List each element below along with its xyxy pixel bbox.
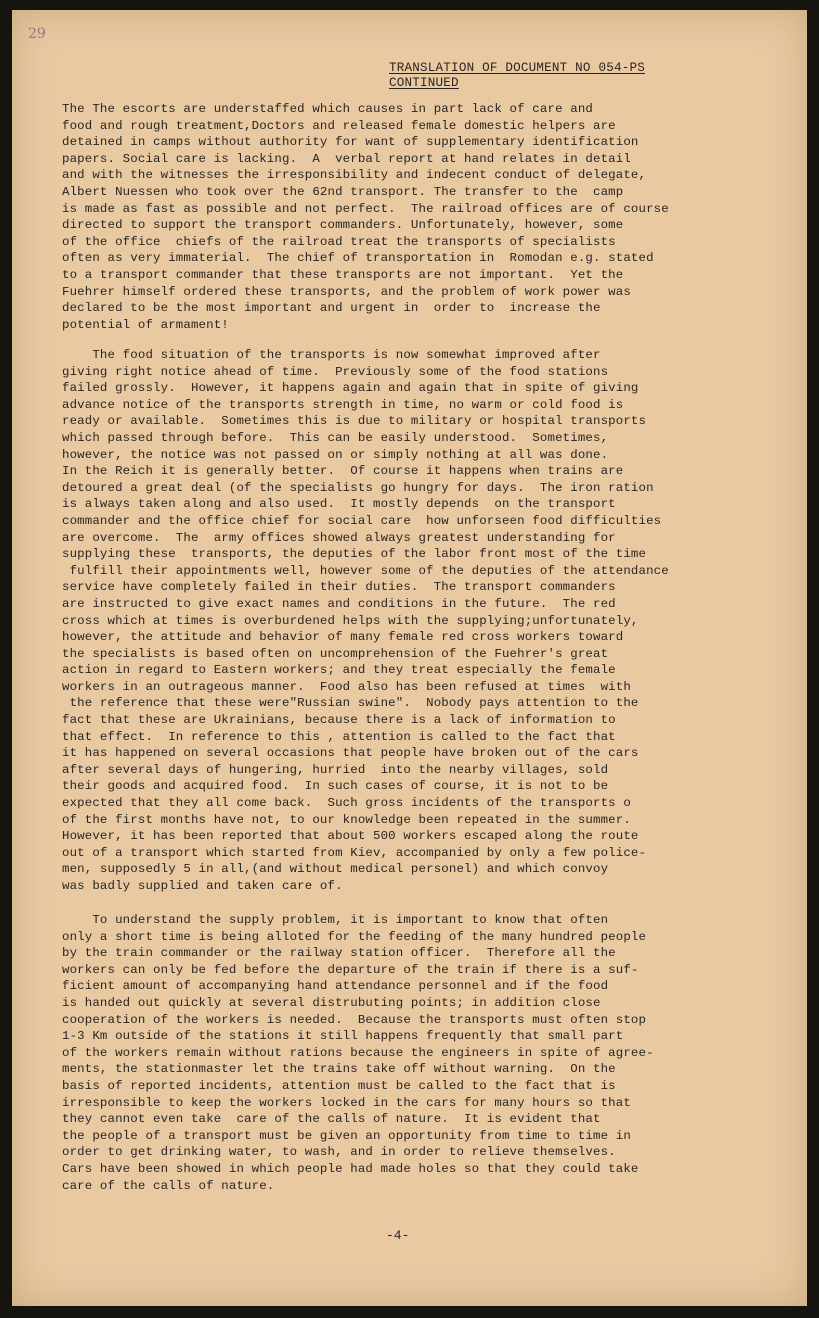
paragraph-food-situation: [62, 347, 669, 895]
text-line: however, the attitude and behavior of many female red cross workers toward: [62, 630, 624, 645]
text-line: is always taken along and also used. It mostly depends on the transport: [62, 497, 616, 512]
text-line: often as very immaterial. The chief of transportation in Romodan e.g. stated: [62, 251, 654, 266]
text-line: supplying these transports, the deputies of the labor front most of the time: [62, 547, 647, 562]
text-line: basis of reported incidents, attention must be called to the fact that is: [62, 1078, 616, 1093]
text-line: ready or available. Sometimes this is due to military or hospital transports: [62, 414, 647, 429]
text-line: was badly supplied and taken care of.: [62, 879, 343, 893]
text-line: of the first months have not, to our knowledge been repeated in the summer.: [62, 812, 631, 827]
text-line: is handed out quickly at several distrubuting points; in addition close: [62, 995, 601, 1010]
text-line: after several days of hungering, hurried into the nearby villages, sold: [62, 762, 609, 777]
document-header: [389, 61, 645, 91]
text-line: Cars have been showed in which people had made holes so that they could take: [62, 1161, 639, 1176]
text-line: the reference that these were"Russian swine". Nobody pays attention to the: [62, 696, 639, 711]
text-line: are overcome. The army offices showed always greatest understanding for: [62, 530, 616, 545]
text-line: The food situation of the transports is now somewhat improved after: [62, 348, 601, 362]
text-line: detoured a great deal (of the specialists go hungry for days. The iron ration: [62, 480, 654, 495]
text-line: food and rough treatment,Doctors and released female domestic helpers are: [62, 118, 616, 133]
text-line: fulfill their appointments well, however some of the deputies of the attendance: [62, 563, 669, 578]
text-line: ments, the stationmaster let the trains take off without warning. On the: [62, 1062, 616, 1077]
text-line: Fuehrer himself ordered these transports, and the problem of work power was: [62, 284, 631, 299]
text-line: and with the witnesses the irresponsibility and indecent conduct of delegate,: [62, 168, 647, 183]
text-line: To understand the supply problem, it is important to know that often: [62, 913, 609, 927]
text-line: their goods and acquired food. In such cases of course, it is not to be: [62, 779, 609, 794]
text-line: to a transport commander that these transports are not important. Yet the: [62, 267, 624, 282]
text-line: cooperation of the workers is needed. Because the transports must often stop: [62, 1012, 647, 1027]
text-line: it has happened on several occasions that people have broken out of the cars: [62, 746, 639, 761]
text-line: papers. Social care is lacking. A verbal report at hand relates in detail: [62, 151, 631, 166]
text-line: potential of armament!: [62, 317, 229, 332]
text-line: action in regard to Eastern workers; and they treat especially the female: [62, 663, 616, 678]
text-line: the people of a transport must be given an opportunity from time to time in: [62, 1128, 631, 1143]
text-line: irresponsible to keep the workers locked in the cars for many hours so that: [62, 1095, 631, 1110]
text-line: by the train commander or the railway station officer. Therefore all the: [62, 946, 616, 961]
text-line: advance notice of the transports strength in time, no warm or cold food is: [62, 397, 624, 412]
header-subtitle: CONTINUED: [389, 76, 459, 90]
text-line: detained in camps without authority for want of supplementary identification: [62, 135, 639, 150]
text-line: Albert Nuessen who took over the 62nd transport. The transfer to the camp: [62, 184, 624, 199]
text-line: of the office chiefs of the railroad treat the transports of specialists: [62, 234, 616, 249]
text-line: commander and the office chief for social care how unforseen food difficulties: [62, 513, 662, 528]
paragraph-escorts: [62, 101, 669, 333]
text-line: only a short time is being alloted for the feeding of the many hundred people: [62, 929, 647, 944]
header-title: TRANSLATION OF DOCUMENT NO 054-PS: [389, 61, 645, 75]
text-line: is made as fast as possible and not perfect. The railroad offices are of course: [62, 201, 669, 216]
text-line: that effect. In reference to this , attention is called to the fact that: [62, 729, 616, 744]
page-number: -4-: [386, 1228, 410, 1243]
text-line: workers in an outrageous manner. Food also has been refused at times with: [62, 679, 631, 694]
text-line: however, the notice was not passed on or simply nothing at all was done.: [62, 447, 609, 462]
text-line: fact that these are Ukrainians, because there is a lack of information to: [62, 713, 616, 728]
text-line: service have completely failed in their duties. The transport commanders: [62, 580, 616, 595]
text-line: workers can only be fed before the departure of the train if there is a suf-: [62, 962, 639, 977]
paragraph-supply-problem: [62, 912, 654, 1194]
text-line: The The escorts are understaffed which causes in part lack of care and: [62, 102, 593, 116]
text-line: they cannot even take care of the calls of nature. It is evident that: [62, 1112, 601, 1127]
text-line: cross which at times is overburdened helps with the supplying;unfortunately,: [62, 613, 639, 628]
text-line: order to get drinking water, to wash, and in order to relieve themselves.: [62, 1145, 616, 1160]
text-line: the specialists is based often on uncomprehension of the Fuehrer's great: [62, 646, 609, 661]
text-line: which passed through before. This can be easily understood. Sometimes,: [62, 430, 609, 445]
text-line: directed to support the transport commanders. Unfortunately, however, some: [62, 218, 624, 233]
text-line: giving right notice ahead of time. Previously some of the food stations: [62, 364, 609, 379]
text-line: declared to be the most important and urgent in order to increase the: [62, 301, 601, 316]
text-line: However, it has been reported that about 500 workers escaped along the route: [62, 829, 639, 844]
text-line: 1-3 Km outside of the stations it still happens frequently that small part: [62, 1029, 624, 1044]
text-line: out of a transport which started from Kiev, accompanied by only a few police-: [62, 845, 647, 860]
text-line: care of the calls of nature.: [62, 1178, 275, 1193]
text-line: are instructed to give exact names and conditions in the future. The red: [62, 596, 616, 611]
text-line: ficient amount of accompanying hand attendance personnel and if the food: [62, 979, 609, 994]
text-line: failed grossly. However, it happens again and again that in spite of giving: [62, 381, 639, 396]
text-line: expected that they all come back. Such gross incidents of the transports o: [62, 796, 631, 811]
text-line: In the Reich it is generally better. Of course it happens when trains are: [62, 464, 624, 479]
folio-number: 29: [28, 26, 46, 42]
text-line: men, supposedly 5 in all,(and without medical personel) and which convoy: [62, 862, 609, 877]
text-line: of the workers remain without rations because the engineers in spite of agree-: [62, 1045, 654, 1060]
